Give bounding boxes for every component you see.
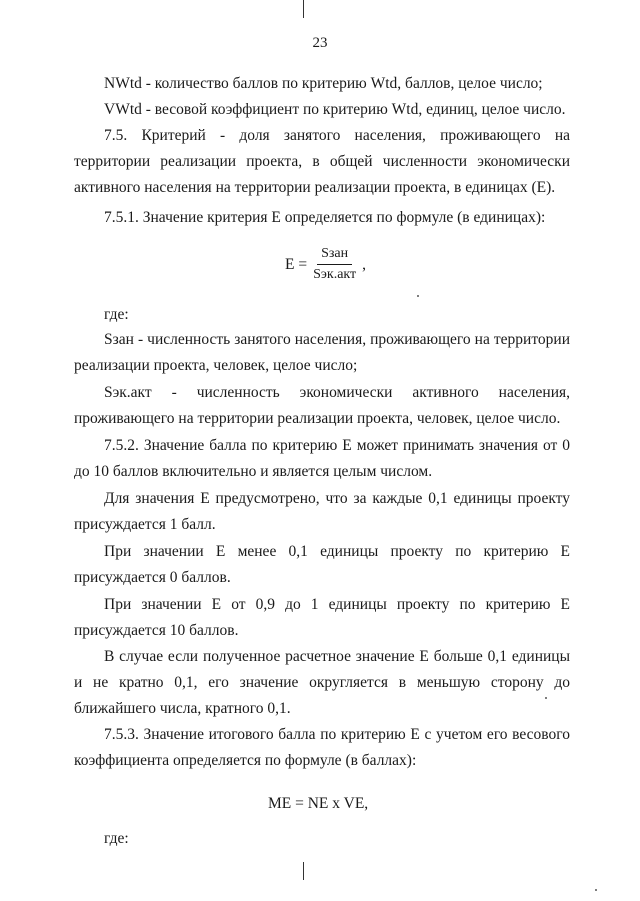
- rule-case-text: В случае если полученное расчетное значение E больше 0,1 единицы и не кратно 0,1, его значение округляется в меньшую сторону до ближайшего числа, кратного 0,1.: [74, 648, 570, 717]
- speck: [417, 295, 419, 297]
- formula-e-tail: ,: [362, 255, 367, 273]
- rule-less: [74, 539, 570, 591]
- rule-range-text: При значении E от 0,9 до 1 единицы проекту по критерию E присуждается 10 баллов.: [74, 596, 570, 639]
- definition-sek-text: Sэк.акт - численность экономически активного населения, проживающего на территории реализации проекта, человек, целое число.: [74, 384, 570, 427]
- definition-szan-text: Sзан - численность занятого населения, проживающего на территории реализации проекта, человек, целое число;: [74, 331, 570, 374]
- page-number: 23: [312, 35, 328, 51]
- where-label-1: где:: [104, 306, 129, 323]
- definition-sek: [74, 380, 570, 432]
- formula-e: [285, 246, 366, 283]
- rule-case: [74, 644, 570, 722]
- section-7-5-1: 7.5.1. Значение критерия E определяется по формуле (в единицах):: [104, 209, 546, 226]
- rule-each: [74, 486, 570, 538]
- section-7-5-2: [74, 433, 570, 485]
- section-7-5-text: 7.5. Критерий - доля занятого населения, проживающего на территории реализации проекта, в общей численности экономически активного населения на территории реализации проекта, в единицах (E).: [74, 127, 570, 196]
- section-7-5-2-text: 7.5.2. Значение балла по критерию E может принимать значения от 0 до 10 баллов включительно и является целым числом.: [74, 437, 570, 480]
- rule-less-text: При значении E менее 0,1 единицы проекту по критерию E присуждается 0 баллов.: [74, 543, 570, 586]
- fold-mark-top: [303, 0, 304, 18]
- speck: [595, 889, 597, 891]
- section-7-5-3-text: 7.5.3. Значение итогового балла по критерию E с учетом его весового коэффициента определяется по формуле (в баллах):: [74, 726, 570, 769]
- section-7-5: [74, 123, 570, 201]
- rule-each-text: Для значения E предусмотрено, что за каждые 0,1 единицы проекту присуждается 1 балл.: [74, 490, 570, 533]
- formula-e-lhs: E =: [285, 255, 308, 273]
- definition-vwtd: VWtd - весовой коэффициент по критерию Wtd, единиц, целое число.: [104, 101, 566, 118]
- formula-e-fraction: [309, 246, 360, 283]
- formula-e-denominator: Sэк.акт: [313, 267, 357, 282]
- fold-mark-bottom: [303, 862, 304, 880]
- definition-nwtd: NWtd - количество баллов по критерию Wtd, баллов, целое число;: [104, 75, 543, 92]
- section-7-5-3: [74, 722, 570, 774]
- formula-me: ME = NE x VE,: [268, 795, 369, 812]
- rule-range: [74, 592, 570, 644]
- formula-e-numerator: Sзан: [317, 246, 352, 265]
- definition-szan: [74, 327, 570, 379]
- where-label-2: где:: [104, 830, 129, 847]
